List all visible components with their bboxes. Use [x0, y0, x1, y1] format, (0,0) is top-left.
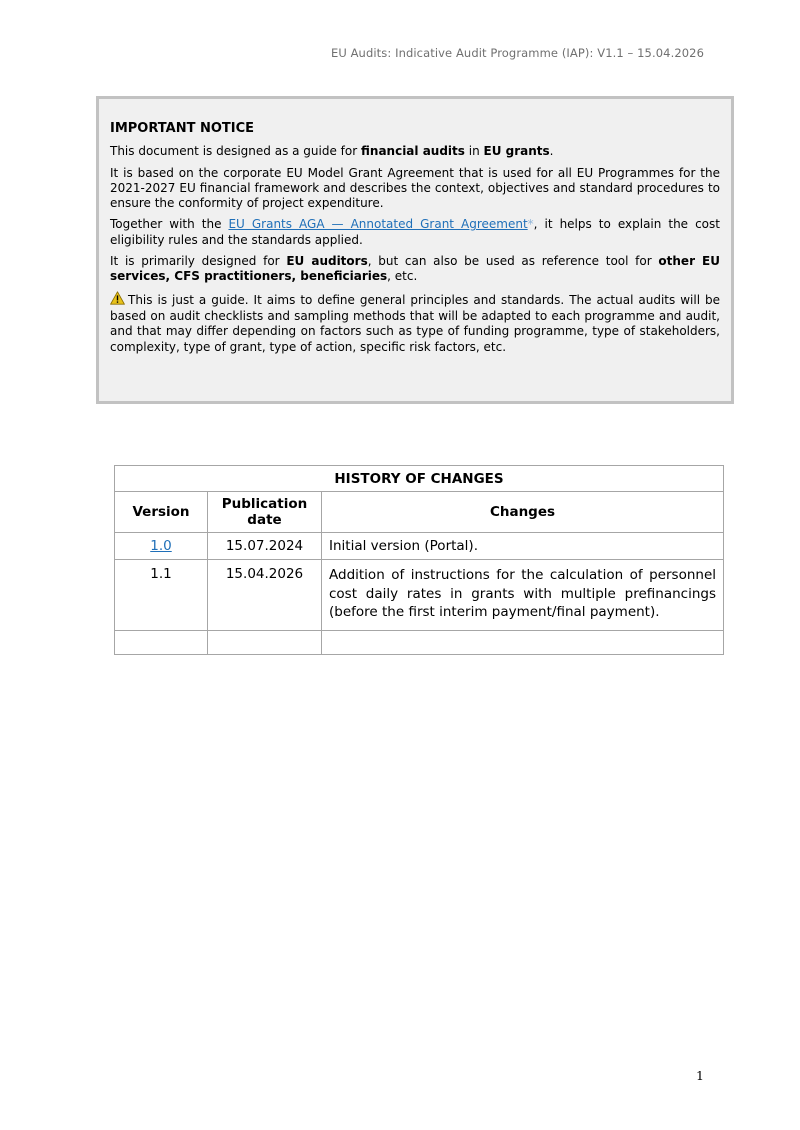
notice-emphasis: other EU services, CFS practitioners, beneficiaries — [110, 254, 721, 284]
page-number: 1 — [696, 1068, 704, 1083]
notice-paragraph-basis: It is based on the corporate EU Model Grant Agreement that is used for all EU Programmes for the 2021-2027 EU financial framework and describes the context, objectives and standard procedures to ensure the conformity of project expenditure. — [110, 165, 720, 211]
notice-paragraph-purpose — [110, 144, 720, 159]
notice-paragraph-audience — [110, 254, 720, 285]
important-notice-box — [96, 96, 734, 404]
table-row — [115, 560, 724, 631]
version-cell: 1.1 — [115, 560, 208, 631]
table-row — [115, 533, 724, 560]
date-cell: 15.04.2026 — [208, 560, 322, 631]
notice-emphasis: EU auditors — [286, 254, 368, 269]
column-header-version: Version — [115, 492, 208, 533]
aga-asterisk: * — [527, 217, 534, 232]
changes-cell: Initial version (Portal). — [322, 533, 724, 560]
notice-text: in — [464, 144, 484, 159]
notice-text: Together with the — [110, 217, 229, 232]
table-row — [115, 631, 724, 655]
notice-text: This document is designed as a guide for — [110, 144, 361, 159]
notice-text: It is primarily designed for — [110, 254, 287, 269]
date-cell — [208, 631, 322, 655]
version-cell — [115, 631, 208, 655]
version-cell — [115, 533, 208, 560]
changes-cell: Addition of instructions for the calculation of personnel cost daily rates in grants with multiple prefinancings (before the first interim payment/final payment). — [322, 560, 724, 631]
column-header-changes: Changes — [322, 492, 724, 533]
notice-paragraph-aga — [110, 217, 720, 248]
aga-link[interactable]: EU Grants AGA — Annotated Grant Agreement — [228, 217, 528, 232]
notice-text: , it helps to explain the cost eligibility rules and the standards applied. — [110, 217, 720, 247]
table-header-row — [115, 492, 724, 533]
notice-text: . — [549, 144, 554, 159]
history-of-changes-table — [114, 465, 724, 655]
table-caption: HISTORY OF CHANGES — [115, 466, 724, 492]
disclaimer-text: This is just a guide. It aims to define general principles and standards. The actual audits will be based on audit checklists and sampling methods that will be adapted to each programme and audit, and that may differ depending on factors such as type of funding programme, type of stakeholders, complexity, type of grant, type of action, specific risk factors, etc. — [110, 292, 720, 354]
changes-cell — [322, 631, 724, 655]
warning-triangle-icon — [110, 291, 125, 309]
notice-text: , but can also be used as reference tool for — [367, 254, 659, 269]
running-header: EU Audits: Indicative Audit Programme (IAP): V1.1 – 15.04.2026 — [330, 46, 704, 60]
notice-title: IMPORTANT NOTICE — [110, 121, 255, 136]
version-link[interactable]: 1.0 — [150, 538, 172, 554]
notice-emphasis: EU grants — [483, 144, 550, 159]
notice-emphasis: financial audits — [361, 144, 465, 159]
notice-text: , etc. — [387, 269, 418, 284]
table-caption-row — [115, 466, 724, 492]
notice-paragraph-disclaimer — [110, 291, 720, 355]
date-cell: 15.07.2024 — [208, 533, 322, 560]
column-header-publication-date: Publication date — [208, 492, 322, 533]
